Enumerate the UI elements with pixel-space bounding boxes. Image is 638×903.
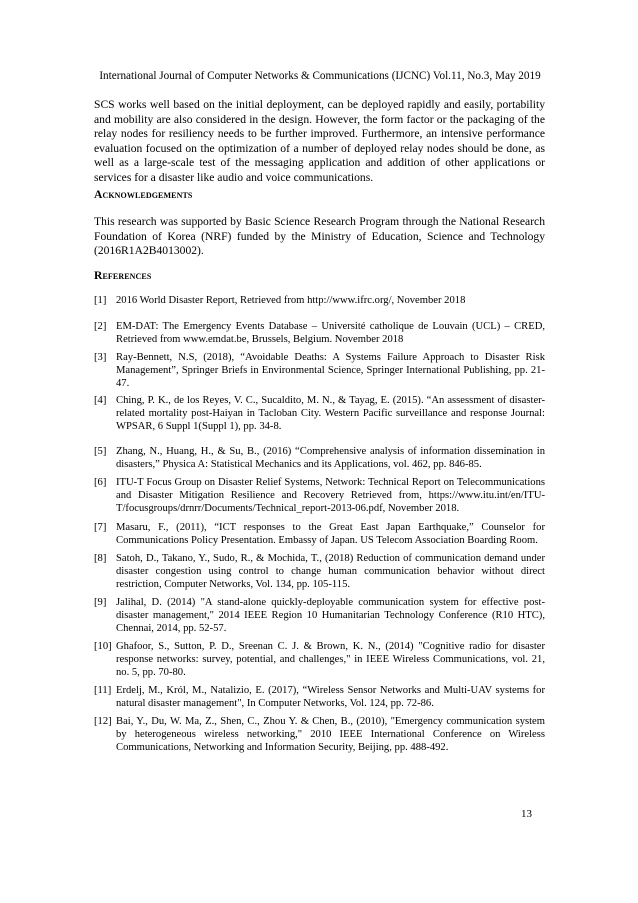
reference-number: [1] (94, 295, 107, 306)
reference-number: [5] (94, 446, 107, 457)
reference-item (94, 521, 545, 547)
reference-text: Bai, Y., Du, W. Ma, Z., Shen, C., Zhou Y. & Chen, B., (2010), "Emergency communication system by heterogeneous wireless networking," 2010 IEEE International Conference on Wireless Communications, Networking and Information Security, Beijing, pp. 488-492. (116, 716, 545, 754)
reference-text: Ghafoor, S., Sutton, P. D., Sreenan C. J. & Brown, K. N., (2014) "Cognitive radio for disaster response networks: survey, potential, and challenges," in IEEE Wireless Communications, vol. 21, no. 5, pp. 70-80. (116, 641, 545, 679)
reference-number: [10] (94, 641, 112, 652)
reference-text: Masaru, F., (2011), “ICT responses to the Great East Japan Earthquake,” Counselor for Communications Policy Presentation. Embassy of Japan. US Telecom Association Boarding Room. (116, 522, 545, 547)
reference-number: [2] (94, 321, 107, 332)
page-number: 13 (521, 808, 532, 820)
reference-item (94, 552, 545, 592)
intro-paragraph: SCS works well based on the initial deployment, can be deployed rapidly and easily, portability and mobility are also considered in the design. However, the form factor or the packaging of the relay nodes for resiliency needs to be further improved. Furthermore, an intensive performance evaluation focused on the optimization of a number of deployed relay nodes should be done, as well as a large-scale test of the messaging application and addition of other applications or services for a disaster like audio and voice communications. (94, 98, 545, 184)
acknowledgements-text: This research was supported by Basic Science Research Program through the National Research Foundation of Korea (NRF) funded by the Ministry of Education, Science and Technology (2016R1A2B4013002). (94, 215, 545, 258)
reference-item (94, 596, 545, 636)
reference-item (94, 640, 545, 680)
reference-item (94, 684, 545, 710)
reference-item (94, 320, 545, 346)
running-header: International Journal of Computer Networks & Communications (IJCNC) Vol.11, No.3, May 2019 (99, 70, 541, 82)
reference-number: [8] (94, 553, 107, 564)
reference-item (94, 445, 545, 471)
reference-text: Satoh, D., Takano, Y., Sudo, R., & Mochida, T., (2018) Reduction of communication demand under disaster congestion using control to change human communication behavior without direct restriction, Computer Networks, Vol. 134, pp. 105-115. (116, 553, 545, 591)
reference-item (94, 715, 545, 755)
reference-number: [9] (94, 597, 107, 608)
reference-text: ITU-T Focus Group on Disaster Relief Systems, Network: Technical Report on Telecommunications and Disaster Mitigation Resilience and Recovery Retrieved from, https://www.itu.int/en/ITU-T/focusgroups/drnrr/Documents/Technical_report-2013-06.pdf, November 2018. (116, 477, 545, 515)
references-heading: References (94, 269, 152, 282)
reference-item (94, 476, 545, 516)
reference-text: Ching, P. K., de los Reyes, V. C., Sucaldito, M. N., & Tayag, E. (2015). “An assessment of disaster-related mortality post-Haiyan in Tacloban City. Western Pacific surveillance and response Journal: WPSAR, 6 Suppl 1(Suppl 1), pp. 34-8. (116, 395, 545, 433)
reference-item (94, 294, 545, 307)
reference-number: [4] (94, 395, 107, 406)
reference-number: [7] (94, 522, 107, 533)
reference-text: 2016 World Disaster Report, Retrieved from http://www.ifrc.org/, November 2018 (116, 295, 466, 306)
reference-text: Ray-Bennett, N.S, (2018), “Avoidable Deaths: A Systems Failure Approach to Disaster Risk Management”, Springer Briefs in Environmental Science, Springer International Publishing, pp. 21-47. (116, 352, 545, 390)
reference-item (94, 351, 545, 391)
reference-text: Erdelj, M., Król, M., Natalizio, E. (2017), “Wireless Sensor Networks and Multi-UAV systems for natural disaster management", In Computer Networks, Vol. 124, pp. 72-86. (116, 685, 545, 710)
reference-number: [11] (94, 685, 112, 696)
reference-text: EM-DAT: The Emergency Events Database – Université catholique de Louvain (UCL) – CRED, Retrieved from www.emdat.be, Brussels, Belgium. November 2018 (116, 321, 545, 346)
reference-text: Zhang, N., Huang, H., & Su, B., (2016) “Comprehensive analysis of information dissemination in disasters,” Physica A: Statistical Mechanics and its Applications, vol. 462, pp. 846-85. (116, 446, 545, 471)
acknowledgements-heading: Acknowledgements (94, 188, 193, 201)
reference-text: Jalihal, D. (2014) "A stand-alone quickly-deployable communication system for effective post-disaster management," 2014 IEEE Region 10 Humanitarian Technology Conference (R10 HTC), Chennai, 2014, pp. 52-57. (116, 597, 545, 635)
reference-number: [12] (94, 716, 112, 727)
reference-number: [3] (94, 352, 107, 363)
reference-number: [6] (94, 477, 107, 488)
reference-item (94, 394, 545, 434)
